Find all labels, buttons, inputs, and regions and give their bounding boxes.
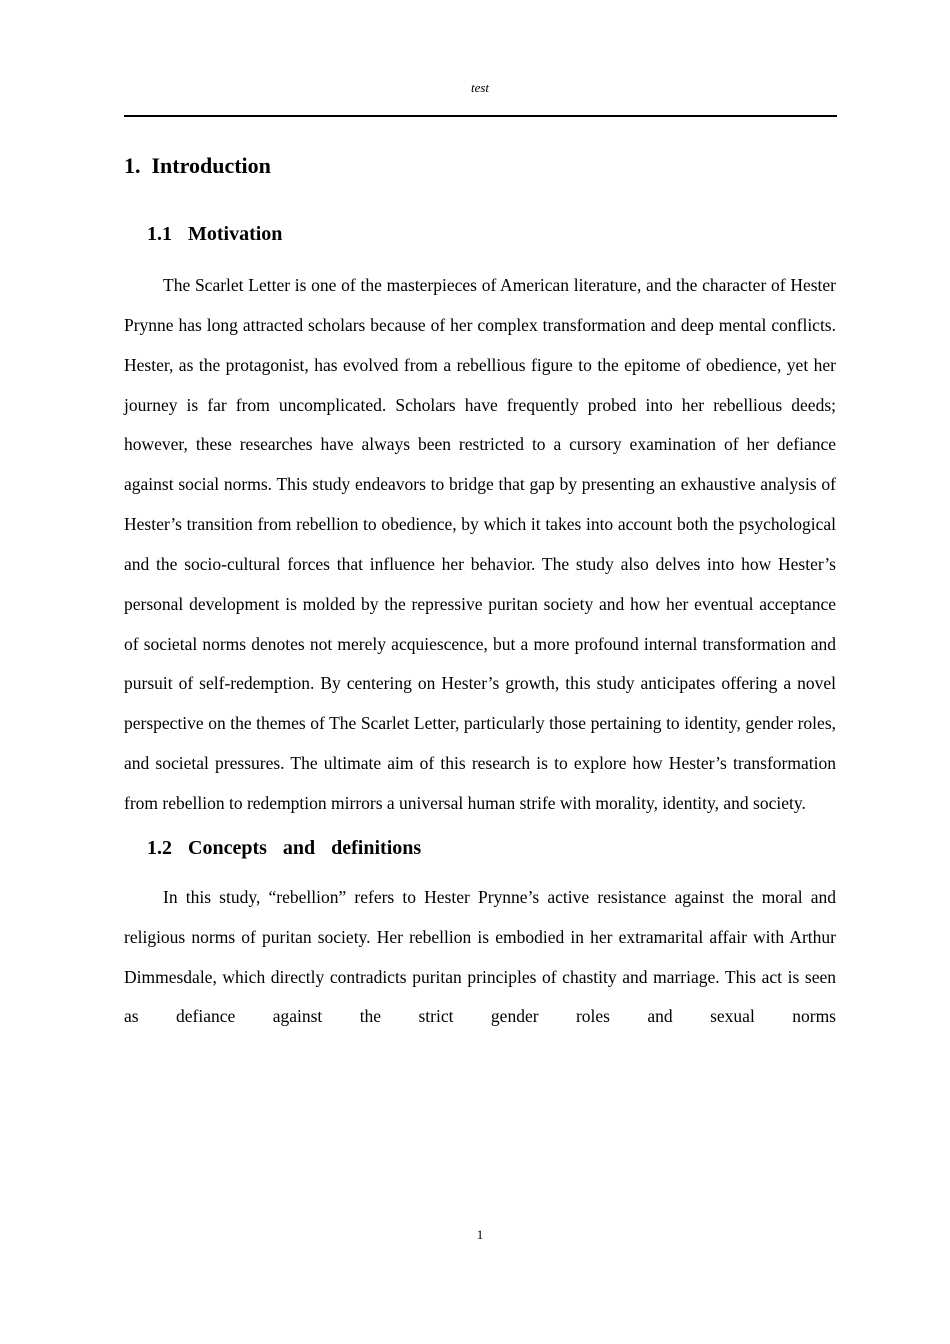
section-heading-introduction: 1. Introduction — [124, 153, 271, 178]
page-number: 1 — [476, 1227, 484, 1242]
subsection-heading-motivation: 1.1 Motivation — [147, 223, 283, 245]
subsection-heading-concepts: 1.2 Concepts and definitions — [147, 836, 422, 859]
concepts-paragraph: In this study, “rebellion” refers to Hester Prynne’s active resistance against the moral and religious norms of puritan society. Her rebellion is embodied in her extramarital affair with Arthur Dimmesdale, which directly contradicts puritan principles of chastity and marriage. This act is seen as defiance against the strict gender roles and sexual norms — [124, 886, 836, 1027]
running-header: test — [470, 80, 490, 95]
motivation-paragraph: The Scarlet Letter is one of the masterpieces of American literature, and the character of Hester Prynne has long attracted scholars because of her complex transformation and deep mental conflicts. Hester, as the protagonist, has evolved from a rebellious figure to the epitome of obedience, yet her journey is far from uncomplicated. Scholars have frequently probed into her rebellious deeds; however, these researches have always been restricted to a cursory examination of her defiance against social norms. This study endeavors to bridge that gap by presenting an exhaustive analysis of Hester’s transition from rebellion to obedience, by which it takes into account both the psychological and the socio-cultural forces that influence her behavior. The study also delves into how Hester’s personal development is molded by the repressive puritan society and how her eventual acceptance of societal norms denotes not merely acquiescence, but a more profound internal transformation and pursuit of self-redemption. By centering on Hester’s growth, this study anticipates offering a novel perspective on the themes of The Scarlet Letter, particularly those pertaining to identity, gender roles, and societal pressures. The ultimate aim of this research is to explore how Hester’s transformation from rebellion to redemption mirrors a universal human strife with morality, identity, and society. — [124, 275, 836, 813]
page-content — [124, 150, 836, 1037]
header-rule — [124, 115, 837, 117]
